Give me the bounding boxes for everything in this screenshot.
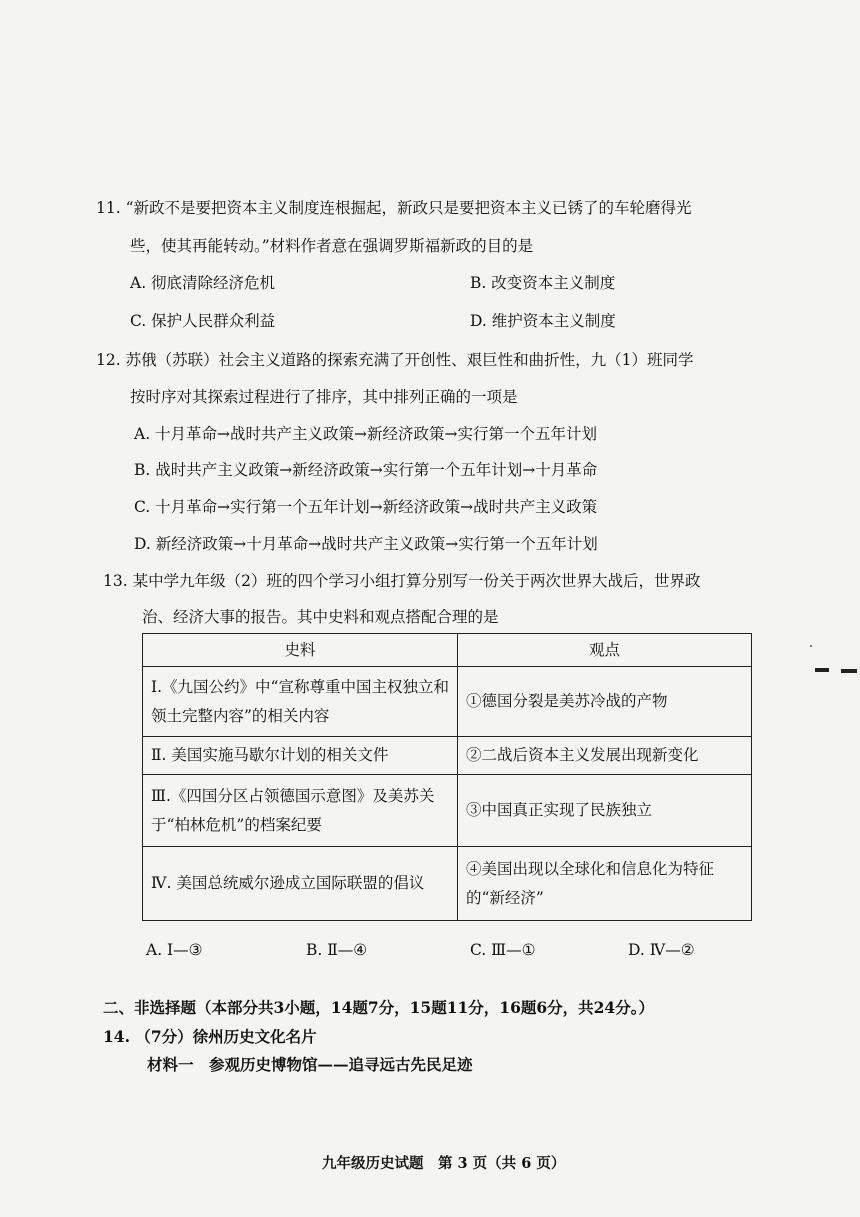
q12-stem-line2: 按时序对其探索过程进行了排序，其中排列正确的一项是 [130,388,518,406]
table-row [143,775,752,847]
table-header-viewpoint: 观点 [458,634,752,667]
q11-option-d: D. 维护资本主义制度 [470,312,616,330]
table-row [143,667,752,737]
section-heading: 二、非选择题（本部分共3小题，14题7分，15题11分，16题6分，共24分。） [103,998,654,1017]
q14-title: 14. （7分）徐州历史文化名片 [103,1027,317,1046]
q13-option-a: A. Ⅰ—③ [146,941,203,959]
scan-dot [810,645,812,647]
table-cell-viewpoint: ③中国真正实现了民族独立 [458,775,752,847]
q12-option-a: A. 十月革命→战时共产主义政策→新经济政策→实行第一个五年计划 [134,425,598,443]
table-cell-viewpoint: ④美国出现以全球化和信息化为特征的“新经济” [458,847,752,921]
table-cell-source: Ⅱ. 美国实施马歇尔计划的相关文件 [143,737,458,775]
q13-table [142,633,752,921]
q11-option-b: B. 改变资本主义制度 [470,274,616,292]
table-header-row [143,634,752,667]
q13-stem-line2: 治、经济大事的报告。其中史料和观点搭配合理的是 [142,608,499,626]
q13-option-c: C. Ⅲ—① [470,941,536,959]
q11-option-c: C. 保护人民群众利益 [130,312,276,330]
page-footer: 九年级历史试题 第 3 页（共 6 页） [322,1155,566,1172]
q12-option-b: B. 战时共产主义政策→新经济政策→实行第一个五年计划→十月革命 [134,461,598,479]
table-header-source: 史料 [143,634,458,667]
table-cell-viewpoint: ①德国分裂是美苏冷战的产物 [458,667,752,737]
table-row [143,847,752,921]
q12-option-d: D. 新经济政策→十月革命→战时共产主义政策→实行第一个五年计划 [134,535,598,553]
q13-stem-line1: 13. 某中学九年级（2）班的四个学习小组打算分别写一份关于两次世界大战后，世界政 [103,572,701,590]
table-cell-source: Ⅳ. 美国总统威尔逊成立国际联盟的倡议 [143,847,458,921]
scan-dash-marks [815,668,859,674]
table-cell-source: Ⅲ.《四国分区占领德国示意图》及美苏关于“柏林危机”的档案纪要 [143,775,458,847]
q12-option-c: C. 十月革命→实行第一个五年计划→新经济政策→战时共产主义政策 [134,498,598,516]
table-cell-source: Ⅰ.《九国公约》中“宣称尊重中国主权独立和领土完整内容”的相关内容 [143,667,458,737]
q11-stem-line2: 些，使其再能转动。”材料作者意在强调罗斯福新政的目的是 [130,237,534,255]
q12-stem-line1: 12. 苏俄（苏联）社会主义道路的探索充满了开创性、艰巨性和曲折性，九（1）班同学 [96,351,694,369]
q13-option-d: D. Ⅳ—② [628,941,695,959]
q11-stem-line1: 11. “新政不是要把资本主义制度连根掘起，新政只是要把资本主义已锈了的车轮磨得光 [96,199,692,217]
table-row [143,737,752,775]
q11-option-a: A. 彻底清除经济危机 [130,274,276,292]
material-one: 材料一 参观历史博物馆——追寻远古先民足迹 [147,1055,473,1074]
q13-option-b: B. Ⅱ—④ [306,941,368,959]
table-cell-viewpoint: ②二战后资本主义发展出现新变化 [458,737,752,775]
